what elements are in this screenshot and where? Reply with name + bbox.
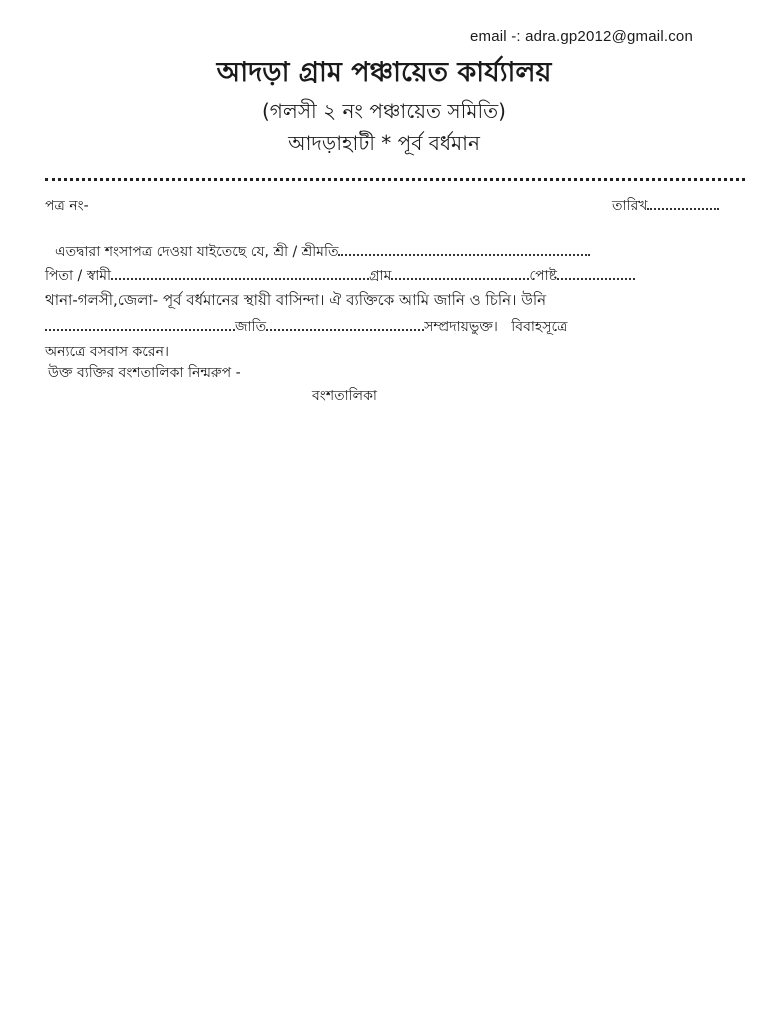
certificate-line-3: থানা-গলসী,জেলা- পূর্ব বর্ধমানের স্থায়ী বাসিন্দা। ঐ ব্যক্তিকে আমি জানি ও চিনি। উনি	[45, 291, 547, 309]
date-label: তারিখ	[612, 198, 648, 214]
certificate-line-6: উক্ত ব্যক্তির বংশতালিকা নিন্মরুপ -	[48, 365, 241, 381]
office-location: আদড়াহাটী * পূর্ব বর্ধমান	[288, 131, 480, 155]
reference-number	[45, 194, 89, 218]
community-label: সম্প্রদায়ভুক্ত।	[424, 319, 498, 335]
date-blank	[647, 198, 719, 210]
certificate-line-5: অন্যত্রে বসবাস করেন।	[45, 344, 169, 360]
certificate-line-4	[45, 315, 567, 339]
office-title: আদড়া গ্রাম পঞ্চায়েত কার্য্যালয়	[216, 57, 552, 88]
reference-number-label: পত্র নং-	[45, 198, 89, 214]
certificate-line-2	[45, 264, 635, 288]
post-label: পোষ্ট	[529, 268, 558, 284]
email-address: email -: adra.gp2012@gmail.con	[470, 28, 694, 45]
caste-label: জাতি	[235, 319, 267, 335]
office-subtitle: (গলসী ২ নং পঞ্চায়েত সমিতি)	[262, 99, 506, 123]
name-blank	[338, 244, 590, 256]
village-blank	[391, 268, 529, 280]
marriage-label: বিবাহসূত্রে	[511, 319, 568, 335]
village-label: গ্রাম	[369, 268, 392, 284]
caste-blank	[266, 319, 424, 331]
father-husband-label: পিতা / স্বামী	[45, 268, 112, 284]
father-husband-blank	[111, 268, 369, 280]
leading-blank	[45, 319, 235, 331]
date-field	[612, 194, 719, 218]
post-blank	[557, 268, 635, 280]
certify-text: এতদ্বারা শংসাপত্র দেওয়া যাইতেছে যে, শ্রী / শ্রীমতি	[55, 244, 339, 260]
genealogy-heading: বংশতালিকা	[312, 388, 377, 404]
certificate-line-1	[55, 240, 590, 264]
header-divider	[45, 178, 745, 181]
